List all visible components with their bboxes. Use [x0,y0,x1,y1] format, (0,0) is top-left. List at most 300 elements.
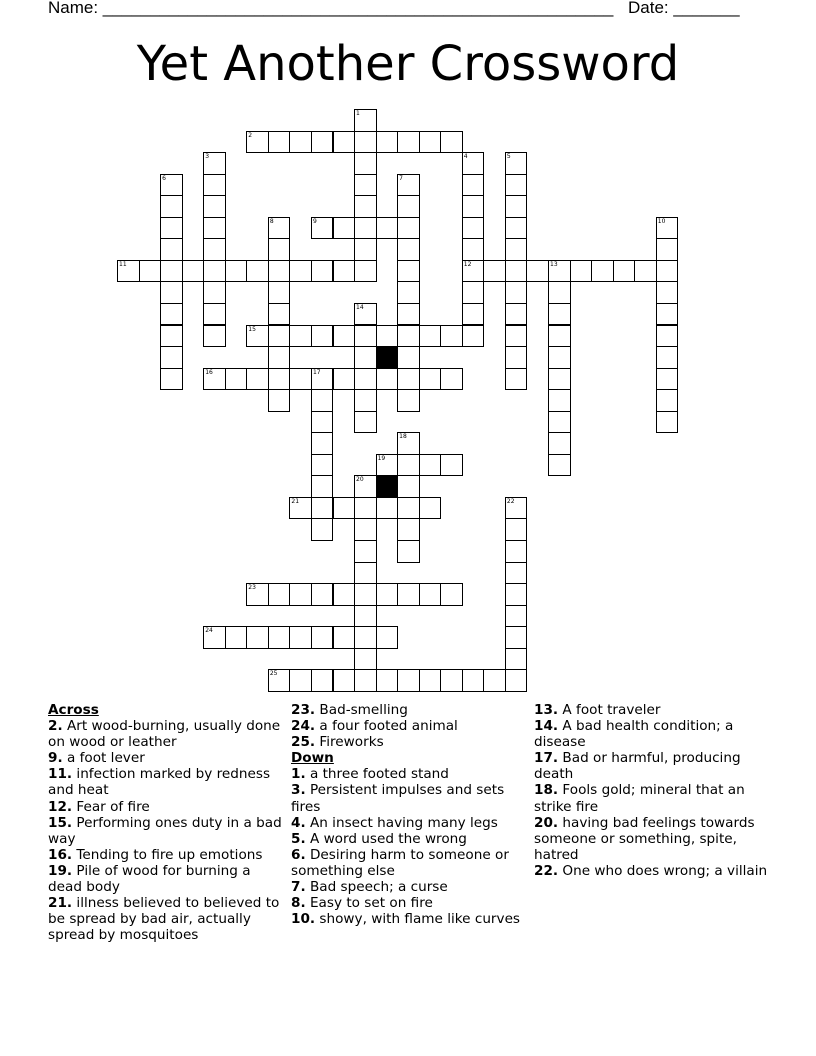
grid-cell[interactable] [160,325,183,348]
clue-item [534,863,770,879]
grid-cell[interactable] [268,389,291,412]
grid-cell[interactable] [160,238,183,261]
grid-cell[interactable] [462,152,485,175]
grid-cell[interactable] [397,368,420,391]
grid-cell[interactable] [311,432,334,455]
grid-cell[interactable] [354,303,377,326]
grid-cell[interactable] [289,368,312,391]
clue-item [534,702,770,718]
grid-cell[interactable] [483,669,506,692]
grid-cell[interactable] [289,497,312,520]
grid-cell[interactable] [354,195,377,218]
grid-cell[interactable] [160,368,183,391]
clue-text: Bad speech; a curse [305,879,448,896]
grid-cell[interactable] [462,217,485,240]
clue-item [534,815,770,863]
clue-number: 2 [248,131,253,139]
grid-cell[interactable] [117,260,140,283]
grid-cell[interactable] [354,131,377,154]
clue-number-label: 24. [291,718,316,735]
grid-cell[interactable] [397,454,420,477]
date-field-label[interactable]: Date: _______ [628,0,740,17]
grid-cell[interactable] [311,260,334,283]
grid-cell[interactable] [203,281,226,304]
grid-cell[interactable] [354,325,377,348]
grid-cell[interactable] [656,346,679,369]
grid-cell[interactable] [354,518,377,541]
clue-number-label: 8. [291,895,306,912]
clue-number-label: 14. [534,718,559,735]
clue-text: Fear of fire [72,798,150,815]
clue-item [291,895,525,911]
grid-cell[interactable] [160,174,183,197]
clue-number: 15 [248,325,256,333]
grid-cell[interactable] [268,260,291,283]
grid-cell[interactable] [397,518,420,541]
clue-number: 22 [506,497,515,505]
grid-cell[interactable] [462,303,485,326]
clue-item [48,766,284,798]
down-heading: Down [291,750,334,767]
grid-cell[interactable] [376,368,399,391]
grid-cell[interactable] [397,303,420,326]
grid-cell[interactable] [505,303,528,326]
grid-cell[interactable] [419,131,442,154]
grid-cell[interactable] [289,131,312,154]
clue-text: Bad-smelling [315,702,408,718]
grid-cell[interactable] [225,368,248,391]
grid-cell[interactable] [440,131,463,154]
clue-number-label: 15. [48,814,73,831]
grid-cell[interactable] [354,238,377,261]
grid-cell[interactable] [246,260,269,283]
grid-cell[interactable] [376,583,399,606]
grid-cell[interactable] [656,260,679,283]
grid-cell[interactable] [268,131,291,154]
grid-cell[interactable] [311,389,334,412]
clue-number-label: 16. [48,846,73,863]
grid-cell[interactable] [246,368,269,391]
grid-cell[interactable] [548,368,571,391]
grid-cell[interactable] [591,260,614,283]
grid-cell[interactable] [268,669,291,692]
clue-item [291,734,525,750]
clue-number: 19 [377,454,386,462]
grid-cell[interactable] [268,626,291,649]
clue-item [291,815,525,831]
name-field-label[interactable]: Name: ______________________________________________________ [48,0,614,17]
grid-cell[interactable] [333,325,356,348]
clue-item [48,718,284,750]
grid-cell[interactable] [311,131,334,154]
grid-cell[interactable] [333,497,356,520]
clue-number: 25 [269,670,278,678]
grid-cell[interactable] [397,669,420,692]
clue-number-label: 5. [291,830,306,847]
grid-cell[interactable] [656,217,679,240]
clue-text: Performing ones duty in a bad way [48,814,282,847]
clue-text: A word used the wrong [305,830,467,847]
grid-cell[interactable] [505,152,528,175]
grid-cell[interactable] [333,131,356,154]
grid-cell[interactable] [505,368,528,391]
grid-cell[interactable] [289,325,312,348]
grid-cell[interactable] [440,368,463,391]
grid-cell[interactable] [182,260,205,283]
clue-number-label: 3. [291,782,306,799]
grid-cell[interactable] [548,260,571,283]
grid-cell[interactable] [203,195,226,218]
grid-cell[interactable] [289,260,312,283]
clue-number: 5 [506,153,511,161]
grid-cell[interactable] [268,217,291,240]
clue-number-label: 20. [534,814,559,831]
grid-cell[interactable] [548,454,571,477]
clue-number: 3 [205,153,210,161]
clue-text: showy, with flame like curves [315,911,521,928]
clue-item [291,702,525,718]
grid-cell[interactable] [311,368,334,391]
clue-number: 14 [356,303,364,311]
grid-cell[interactable] [354,605,377,628]
grid-cell[interactable] [354,583,377,606]
grid-cell[interactable] [397,475,420,498]
grid-cell[interactable] [462,238,485,261]
grid-cell[interactable] [505,281,528,304]
grid-cell[interactable] [333,217,356,240]
clues-column-1 [48,702,284,943]
grid-cell[interactable] [203,217,226,240]
grid-cell[interactable] [419,454,442,477]
grid-cell[interactable] [505,669,528,692]
clue-item [291,831,525,847]
clue-number-label: 21. [48,895,73,912]
grid-cell[interactable] [440,583,463,606]
grid-cell[interactable] [419,583,442,606]
grid-cell[interactable] [505,626,528,649]
clue-item [534,718,770,750]
grid-cell[interactable] [354,174,377,197]
clue-text: Art wood-burning, usually done on wood or leather [48,718,281,751]
grid-cell[interactable] [548,325,571,348]
clue-item [48,750,284,766]
clue-item [48,815,284,847]
clue-number: 21 [291,497,300,505]
clue-number: 12 [463,260,472,268]
grid-cell[interactable] [548,411,571,434]
grid-cell[interactable] [160,195,183,218]
clue-number-label: 9. [48,750,63,767]
grid-cell[interactable] [268,325,291,348]
clue-number: 16 [205,368,213,376]
grid-cell[interactable] [505,174,528,197]
grid-cell[interactable] [246,131,269,154]
grid-cell[interactable] [440,325,463,348]
grid-cell[interactable] [570,260,593,283]
grid-cell[interactable] [656,303,679,326]
clue-number: 13 [550,260,558,268]
clues-column-3 [534,702,770,879]
grid-cell[interactable] [376,669,399,692]
clue-item [48,799,284,815]
grid-cell[interactable] [354,217,377,240]
clue-text: a foot lever [62,750,145,767]
grid-cell[interactable] [333,583,356,606]
grid-cell[interactable] [354,346,377,369]
grid-cell[interactable] [354,368,377,391]
grid-cell[interactable] [397,389,420,412]
clue-number: 7 [399,174,403,182]
clue-number-label: 25. [291,734,316,751]
grid-cell[interactable] [376,497,399,520]
clue-item [291,879,525,895]
clue-item [48,847,284,863]
grid-cell[interactable] [354,540,377,563]
grid-cell[interactable] [333,669,356,692]
clue-text: illness believed to believed to be spread by bad air, actually spread by mosquitoes [48,895,280,944]
grid-cell[interactable] [354,626,377,649]
grid-cell[interactable] [311,626,334,649]
grid-cell[interactable] [419,669,442,692]
clue-text: a four footed animal [315,718,458,735]
grid-cell[interactable] [246,626,269,649]
grid-cell[interactable] [268,303,291,326]
clue-text: One who does wrong; a villain [558,862,768,879]
clue-text: Desiring harm to someone or something else [291,846,509,879]
clue-item [291,766,525,782]
grid-cell[interactable] [203,325,226,348]
grid-cell[interactable] [203,303,226,326]
clue-item [48,895,284,943]
clue-text: Fools gold; mineral that an strike fire [534,782,745,815]
grid-cell[interactable] [548,303,571,326]
clue-item [291,911,525,927]
grid-cell[interactable] [505,605,528,628]
grid-cell[interactable] [203,152,226,175]
grid-cell[interactable] [311,475,334,498]
grid-cell[interactable] [634,260,657,283]
clue-number: 4 [463,153,468,161]
clue-text: Persistent impulses and sets fires [291,782,505,815]
grid-cell[interactable] [505,217,528,240]
grid-cell[interactable] [289,583,312,606]
clue-number: 11 [119,260,127,268]
grid-cell[interactable] [548,389,571,412]
grid-cell[interactable] [419,497,442,520]
grid-cell[interactable] [311,497,334,520]
grid-cell[interactable] [203,238,226,261]
grid-cell[interactable] [505,518,528,541]
grid-cell[interactable] [419,325,442,348]
grid-cell[interactable] [397,238,420,261]
grid-cell[interactable] [656,411,679,434]
grid-cell[interactable] [354,562,377,585]
grid-cell[interactable] [376,217,399,240]
grid-cell[interactable] [160,303,183,326]
grid-cell[interactable] [376,454,399,477]
grid-cell[interactable] [397,432,420,455]
clue-number-label: 17. [534,750,559,767]
clue-number-label: 1. [291,766,306,783]
grid-cell[interactable] [333,368,356,391]
grid-cell[interactable] [397,325,420,348]
clue-item [534,750,770,782]
clue-text: Bad or harmful, producing death [534,750,741,783]
clue-number-label: 2. [48,718,63,735]
grid-cell[interactable] [203,174,226,197]
clue-number: 23 [248,584,256,592]
grid-cell[interactable] [311,217,334,240]
clue-number: 17 [312,368,321,376]
grid-cell[interactable] [333,626,356,649]
grid-cell[interactable] [462,195,485,218]
clue-number-label: 10. [291,911,316,928]
grid-cell[interactable] [505,260,528,283]
grid-cell[interactable] [397,346,420,369]
clue-number-label: 12. [48,798,73,815]
grid-cell[interactable] [397,260,420,283]
grid-cell[interactable] [505,195,528,218]
grid-cell[interactable] [354,389,377,412]
clue-number: 1 [356,110,360,117]
grid-cell[interactable] [548,432,571,455]
grid-block [376,346,399,369]
grid-cell[interactable] [505,325,528,348]
grid-cell[interactable] [419,368,442,391]
grid-cell[interactable] [526,260,549,283]
clue-text: Fireworks [315,734,384,751]
grid-cell[interactable] [656,368,679,391]
grid-cell[interactable] [613,260,636,283]
grid-cell[interactable] [397,131,420,154]
grid-cell[interactable] [203,626,226,649]
grid-cell[interactable] [354,260,377,283]
clue-text: Pile of wood for burning a dead body [48,862,251,896]
grid-cell[interactable] [289,669,312,692]
grid-cell[interactable] [268,281,291,304]
grid-cell[interactable] [354,152,377,175]
grid-cell[interactable] [505,346,528,369]
clue-item [48,863,284,895]
grid-cell[interactable] [505,540,528,563]
clue-text: An insect having many legs [305,814,498,831]
page-title: Yet Another Crossword [136,36,680,92]
grid-cell[interactable] [203,260,226,283]
clue-number: 18 [399,433,407,441]
clue-number-label: 7. [291,879,306,896]
grid-cell[interactable] [548,346,571,369]
grid-cell[interactable] [246,325,269,348]
grid-cell[interactable] [505,583,528,606]
grid-cell[interactable] [268,238,291,261]
clue-item [291,782,525,814]
grid-cell[interactable] [548,281,571,304]
grid-cell[interactable] [462,325,485,348]
grid-cell[interactable] [656,325,679,348]
grid-cell[interactable] [505,648,528,671]
grid-cell[interactable] [397,174,420,197]
clue-text: having bad feelings towards someone or something, spite, hatred [534,814,755,863]
grid-cell[interactable] [397,217,420,240]
grid-cell[interactable] [397,195,420,218]
grid-cell[interactable] [505,238,528,261]
grid-cell[interactable] [354,475,377,498]
grid-cell[interactable] [462,669,485,692]
grid-cell[interactable] [483,260,506,283]
grid-cell[interactable] [311,454,334,477]
grid-cell[interactable] [268,368,291,391]
clue-item [534,782,770,814]
grid-cell[interactable] [311,669,334,692]
clue-text: infection marked by redness and heat [48,766,271,799]
grid-cell[interactable] [656,389,679,412]
grid-cell[interactable] [376,325,399,348]
clue-number-label: 23. [291,702,316,718]
grid-cell[interactable] [139,260,162,283]
grid-cell[interactable] [311,325,334,348]
grid-cell[interactable] [397,583,420,606]
clue-number-label: 4. [291,814,306,831]
grid-cell[interactable] [462,281,485,304]
grid-cell[interactable] [311,411,334,434]
clue-text: A foot traveler [558,702,661,718]
grid-cell[interactable] [160,281,183,304]
grid-cell[interactable] [160,346,183,369]
grid-cell[interactable] [505,562,528,585]
grid-cell[interactable] [397,497,420,520]
grid-cell[interactable] [333,260,356,283]
grid-cell[interactable] [656,238,679,261]
grid-cell[interactable] [160,260,183,283]
clue-number-label: 22. [534,862,559,879]
grid-cell[interactable] [354,411,377,434]
grid-cell[interactable] [354,109,377,132]
clue-number-label: 13. [534,702,559,718]
grid-cell[interactable] [462,260,485,283]
grid-cell[interactable] [397,540,420,563]
grid-cell[interactable] [397,281,420,304]
clues-column-2 [291,702,525,927]
grid-cell[interactable] [203,368,226,391]
grid-cell[interactable] [289,626,312,649]
grid-cell[interactable] [354,497,377,520]
clue-number-label: 18. [534,782,559,799]
grid-cell[interactable] [268,583,291,606]
grid-cell[interactable] [505,497,528,520]
grid-cell[interactable] [462,174,485,197]
grid-cell[interactable] [225,260,248,283]
clue-text: a three footed stand [305,766,449,783]
grid-cell[interactable] [268,346,291,369]
grid-cell[interactable] [440,669,463,692]
clue-text: Easy to set on fire [305,895,433,912]
clue-number-label: 19. [48,862,73,879]
grid-cell[interactable] [354,648,377,671]
clue-number: 9 [312,217,317,225]
grid-cell[interactable] [656,281,679,304]
grid-cell[interactable] [440,454,463,477]
grid-cell[interactable] [311,518,334,541]
grid-cell[interactable] [376,626,399,649]
grid-cell[interactable] [311,583,334,606]
grid-cell[interactable] [225,626,248,649]
grid-cell[interactable] [246,583,269,606]
grid-cell[interactable] [376,131,399,154]
grid-cell[interactable] [354,669,377,692]
grid-cell[interactable] [160,217,183,240]
clue-number: 20 [356,476,364,484]
clue-number: 10 [657,217,666,225]
